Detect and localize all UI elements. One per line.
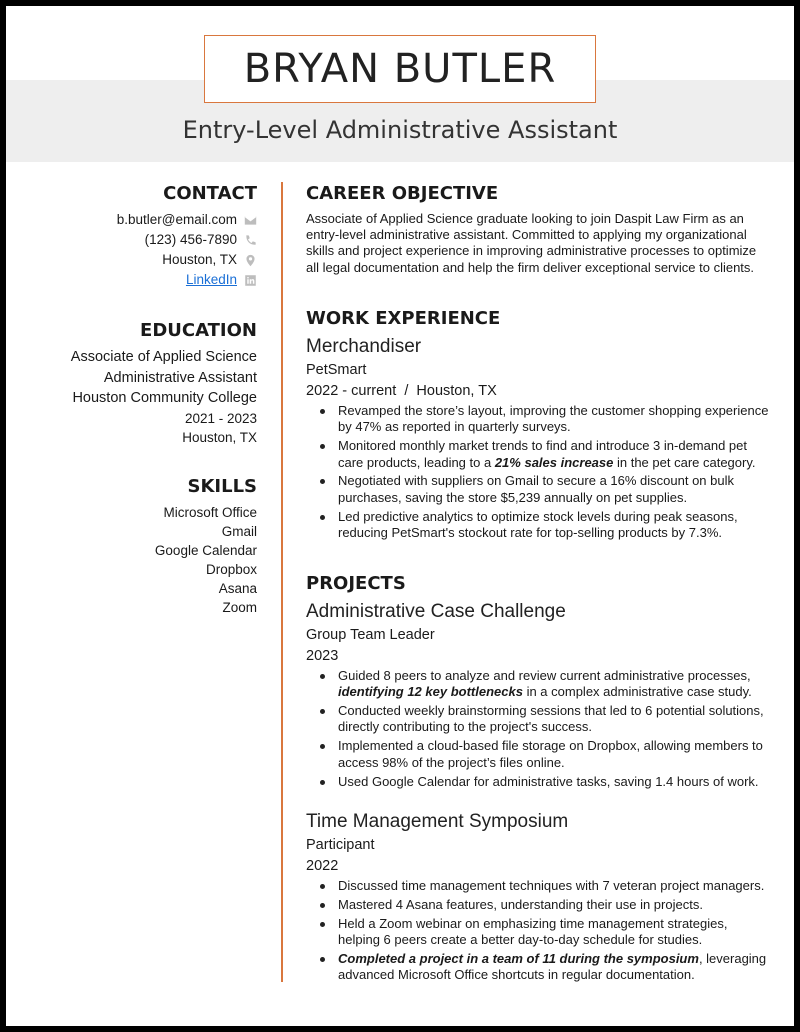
project-role: Participant bbox=[306, 836, 375, 853]
work-section bbox=[306, 307, 772, 542]
job-role: Merchandiser bbox=[306, 335, 422, 357]
work-heading: WORK EXPERIENCE bbox=[306, 307, 501, 329]
objective-text: Associate of Applied Science graduate looking to join Daspit Law Firm as an entry-level administrative assistant. Committed to applying my organizational skills and project experience in improving administrative processes to optimize all legal documentation and help the firm deliver exceptional service to clients. bbox=[306, 211, 757, 275]
phone-icon bbox=[243, 233, 257, 247]
objective-section bbox=[306, 182, 772, 276]
skill-item: Google Calendar bbox=[154, 542, 257, 558]
contact-heading: CONTACT bbox=[163, 183, 257, 204]
list-item: Implemented a cloud-based file storage on Dropbox, allowing members to access 98% of the project’s files online. bbox=[306, 738, 772, 771]
list-item: Negotiated with suppliers on Gmail to secure a 16% discount on bulk purchases, saving the store $5,239 annually on pet supplies. bbox=[306, 473, 772, 506]
skills-section bbox=[26, 475, 257, 617]
education-location: Houston, TX bbox=[182, 430, 257, 445]
skills-heading: SKILLS bbox=[187, 475, 257, 497]
list-item: Completed a project in a team of 11 during the symposium, leveraging advanced Microsoft Office shortcuts in regular documentation. bbox=[306, 951, 772, 984]
contact-linkedin[interactable] bbox=[26, 270, 257, 290]
projects-heading: PROJECTS bbox=[306, 572, 406, 594]
work-bullets bbox=[306, 403, 772, 542]
left-column bbox=[26, 182, 257, 617]
education-years: 2021 - 2023 bbox=[184, 410, 257, 426]
list-item: Revamped the store’s layout, improving the customer shopping experience by 47% as reported in quarterly surveys. bbox=[306, 403, 772, 436]
location-text: Houston, TX bbox=[162, 252, 237, 267]
list-item: Guided 8 peers to analyze and review current administrative processes, identifying 12 key bottlenecks in a complex administrative case study. bbox=[306, 668, 772, 701]
education-school: Houston Community College bbox=[72, 390, 257, 406]
contact-location bbox=[26, 250, 257, 270]
map-pin-icon bbox=[243, 253, 257, 267]
list-item: Discussed time management techniques with 7 veteran project managers. bbox=[306, 878, 772, 894]
job-title: Entry-Level Administrative Assistant bbox=[182, 116, 618, 144]
project-year: 2023 bbox=[306, 647, 339, 664]
envelope-icon bbox=[243, 213, 257, 227]
column-divider bbox=[281, 182, 283, 982]
project-name: Administrative Case Challenge bbox=[306, 600, 566, 622]
list-item: Held a Zoom webinar on emphasizing time management strategies, helping 6 peers create a better day-to-day schedule for studies. bbox=[306, 916, 772, 949]
project-role: Group Team Leader bbox=[306, 626, 435, 643]
project-bullets bbox=[306, 878, 772, 984]
phone-text: (123) 456-7890 bbox=[144, 232, 237, 247]
list-item: Conducted weekly brainstorming sessions that led to 6 potential solutions, directly contributing to the project's success. bbox=[306, 703, 772, 736]
list-item: Led predictive analytics to optimize stock levels during peak seasons, reducing PetSmart's stockout rate for top-selling products by 7.3%. bbox=[306, 509, 772, 542]
skill-item: Gmail bbox=[221, 523, 257, 539]
job-dates: 2022 - current / Houston, TX bbox=[306, 382, 497, 399]
project-name: Time Management Symposium bbox=[306, 810, 569, 832]
skill-item: Zoom bbox=[222, 599, 257, 615]
linkedin-link[interactable]: LinkedIn bbox=[185, 272, 237, 287]
candidate-name: BRYAN BUTLER bbox=[243, 46, 557, 92]
email-text: b.butler@email.com bbox=[116, 212, 237, 227]
list-item: Mastered 4 Asana features, understanding their use in projects. bbox=[306, 897, 772, 913]
education-major: Administrative Assistant bbox=[103, 369, 257, 386]
project-entry bbox=[306, 600, 772, 790]
contact-email[interactable] bbox=[26, 210, 257, 230]
list-item: Monitored monthly market trends to find and introduce 3 in-demand pet care products, leading to a 21% sales increase in the pet care category. bbox=[306, 438, 772, 471]
project-year: 2022 bbox=[306, 857, 339, 874]
education-section bbox=[26, 319, 257, 448]
contact-section bbox=[26, 182, 257, 290]
right-column bbox=[306, 182, 772, 986]
skill-item: Asana bbox=[218, 580, 257, 596]
education-degree: Associate of Applied Science bbox=[70, 349, 257, 365]
contact-phone[interactable] bbox=[26, 230, 257, 250]
objective-heading: CAREER OBJECTIVE bbox=[306, 183, 499, 204]
skill-item: Dropbox bbox=[205, 561, 257, 577]
education-heading: EDUCATION bbox=[140, 320, 257, 341]
project-entry bbox=[306, 810, 772, 984]
resume-page bbox=[6, 6, 794, 1026]
linkedin-icon bbox=[243, 273, 257, 287]
skill-item: Microsoft Office bbox=[163, 504, 257, 520]
job-company: PetSmart bbox=[306, 361, 367, 378]
list-item: Used Google Calendar for administrative tasks, saving 1.4 hours of work. bbox=[306, 774, 772, 790]
project-bullets bbox=[306, 668, 772, 790]
projects-section bbox=[306, 572, 772, 984]
name-box bbox=[204, 35, 596, 103]
